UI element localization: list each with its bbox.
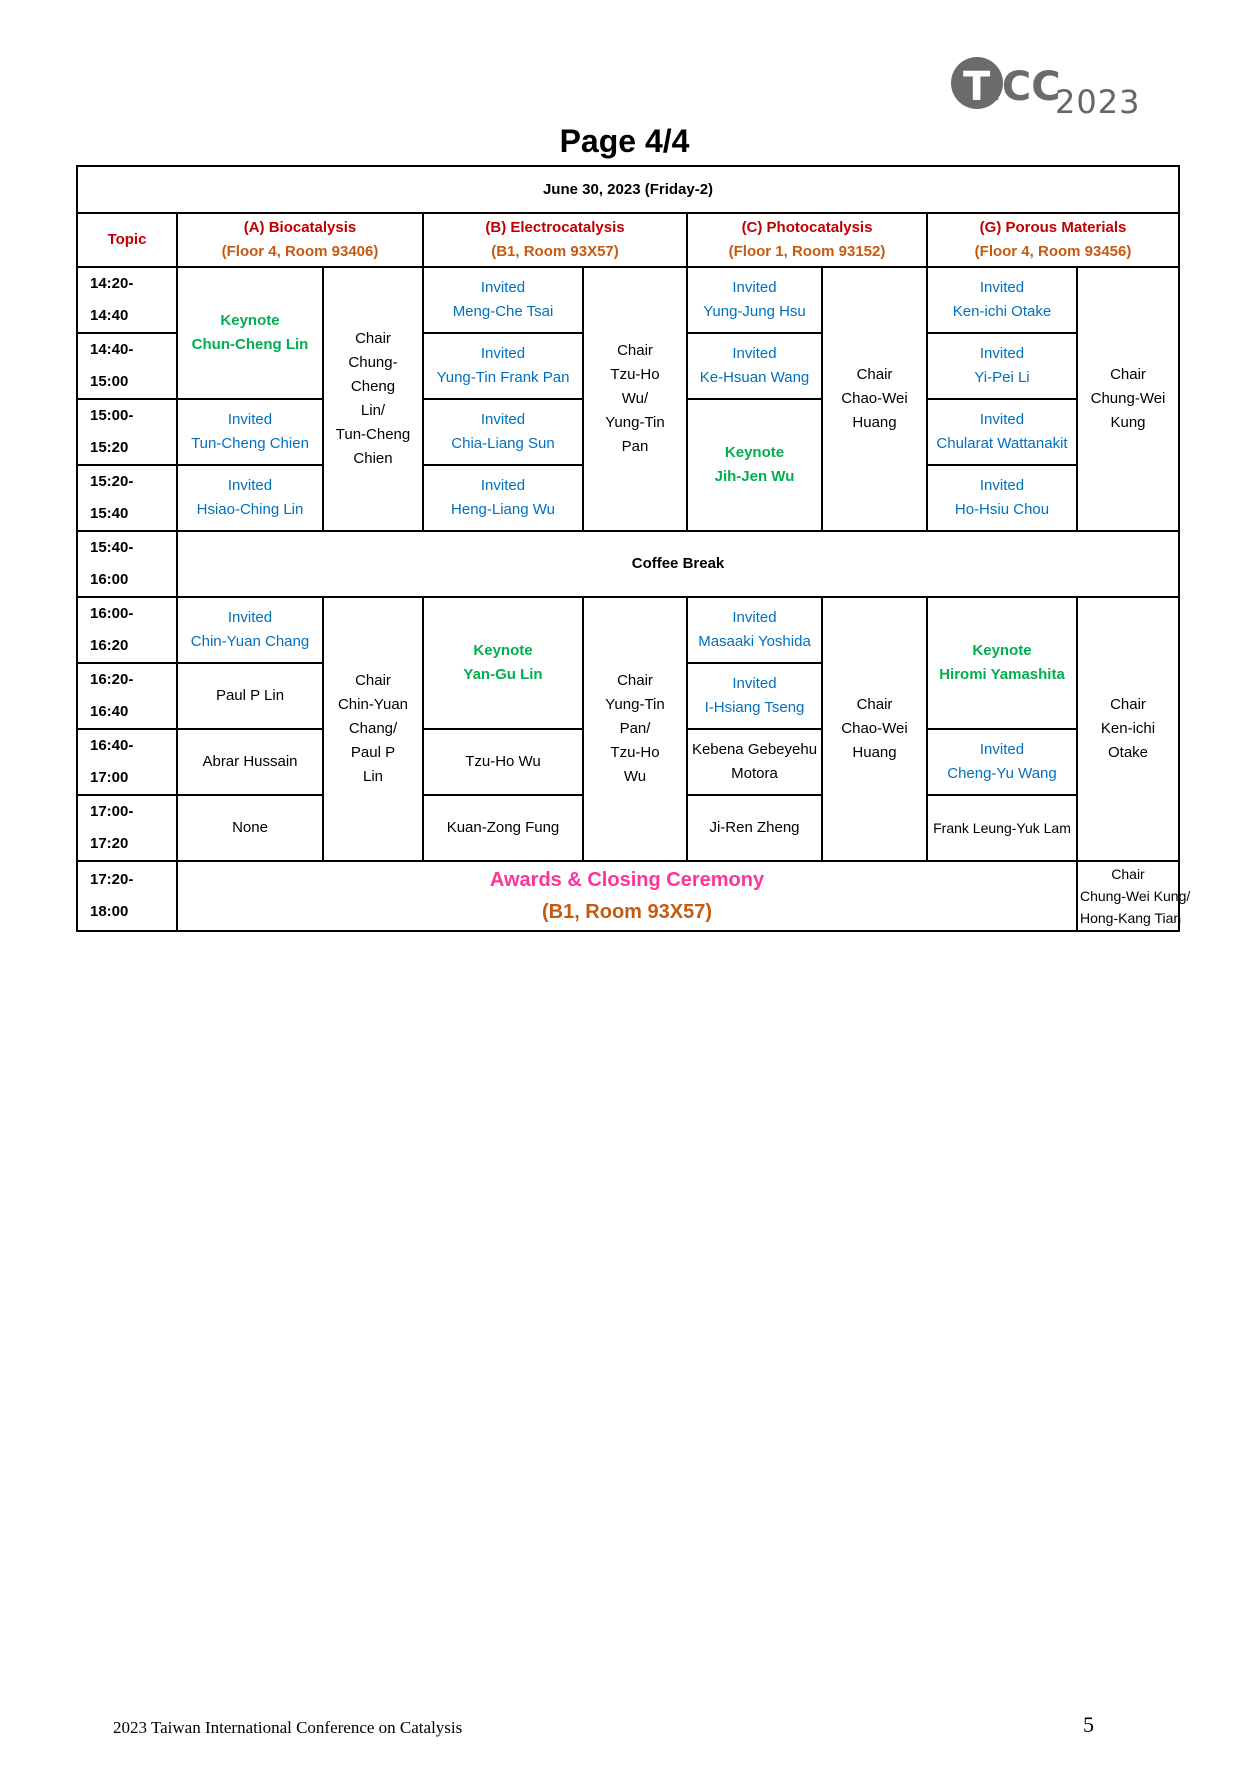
time-slot: 15:20- 15:40 [77,465,177,531]
time-slot: 15:40- 16:00 [77,531,177,597]
speaker-cell: None [177,795,323,861]
time-slot: 17:20- 18:00 [77,861,177,931]
invited-cell: Invited Yi-Pei Li [927,333,1077,399]
invited-cell: Invited Cheng-Yu Wang [927,729,1077,795]
speaker-cell: Abrar Hussain [177,729,323,795]
chair-cell: Chair Chao-Wei Huang [822,267,927,531]
page-title: Page 4/4 [559,123,690,159]
invited-cell: Invited Chularat Wattanakit [927,399,1077,465]
track-c-header: (C) Photocatalysis (Floor 1, Room 93152) [687,213,927,267]
closing-ceremony: Awards & Closing Ceremony (B1, Room 93X57) [177,861,1077,931]
time-slot: 15:00- 15:20 [77,399,177,465]
keynote-cell: Keynote Hiromi Yamashita [927,597,1077,729]
chair-cell: Chair Tzu-Ho Wu/ Yung-Tin Pan [583,267,687,531]
topic-header: Topic [77,213,177,267]
invited-cell: Invited Ke-Hsuan Wang [687,333,822,399]
speaker-cell: Kebena Gebeyehu Motora [687,729,822,795]
chair-cell: Chair Chin-Yuan Chang/ Paul P Lin [323,597,423,861]
footer-conference-name: 2023 Taiwan International Conference on Catalysis [113,1718,463,1737]
schedule-table [76,165,1191,932]
time-slot: 17:00- 17:20 [77,795,177,861]
invited-cell: Invited Yung-Tin Frank Pan [423,333,583,399]
invited-cell: Invited Yung-Jung Hsu [687,267,822,333]
invited-cell: Invited Masaaki Yoshida [687,597,822,663]
speaker-cell: Kuan-Zong Fung [423,795,583,861]
logo-year: 2023 [1055,83,1141,121]
chair-cell: Chair Yung-Tin Pan/ Tzu-Ho Wu [583,597,687,861]
speaker-cell: Paul P Lin [177,663,323,729]
invited-cell: Invited Heng-Liang Wu [423,465,583,531]
footer-page-number: 5 [1083,1712,1094,1737]
invited-cell: Invited Chin-Yuan Chang [177,597,323,663]
track-b-header: (B) Electrocatalysis (B1, Room 93X57) [423,213,687,267]
time-slot: 14:20- 14:40 [77,267,177,333]
keynote-cell: Keynote Jih-Jen Wu [687,399,822,531]
speaker-cell: Frank Leung-Yuk Lam [927,795,1077,861]
speaker-cell: Ji-Ren Zheng [687,795,822,861]
time-slot: 16:00- 16:20 [77,597,177,663]
invited-cell: Invited Hsiao-Ching Lin [177,465,323,531]
keynote-cell: Keynote Yan-Gu Lin [423,597,583,729]
invited-cell: Invited Tun-Cheng Chien [177,399,323,465]
keynote-cell: Keynote Chun-Cheng Lin [177,267,323,399]
coffee-break: Coffee Break [177,531,1179,597]
chair-cell: Chair Chao-Wei Huang [822,597,927,861]
chair-cell: Chair Ken-ichi Otake [1077,597,1179,861]
svg-text:ICC: ICC [987,64,1061,110]
chair-cell: Chair Chung-Wei Kung/ Hong-Kang Tian [1077,861,1179,931]
svg-text:T: T [963,64,991,110]
date-header: June 30, 2023 (Friday-2) [77,166,1179,213]
chair-cell: Chair Chung-Wei Kung [1077,267,1179,531]
invited-cell: Invited Chia-Liang Sun [423,399,583,465]
invited-cell: Invited Ho-Hsiu Chou [927,465,1077,531]
chair-cell: Chair Chung- Cheng Lin/ Tun-Cheng Chien [323,267,423,531]
time-slot: 16:20- 16:40 [77,663,177,729]
track-g-header: (G) Porous Materials (Floor 4, Room 93456) [927,213,1179,267]
invited-cell: Invited Meng-Che Tsai [423,267,583,333]
speaker-cell: Tzu-Ho Wu [423,729,583,795]
time-slot: 16:40- 17:00 [77,729,177,795]
invited-cell: Invited I-Hsiang Tseng [687,663,822,729]
time-slot: 14:40- 15:00 [77,333,177,399]
track-a-header: (A) Biocatalysis (Floor 4, Room 93406) [177,213,423,267]
invited-cell: Invited Ken-ichi Otake [927,267,1077,333]
